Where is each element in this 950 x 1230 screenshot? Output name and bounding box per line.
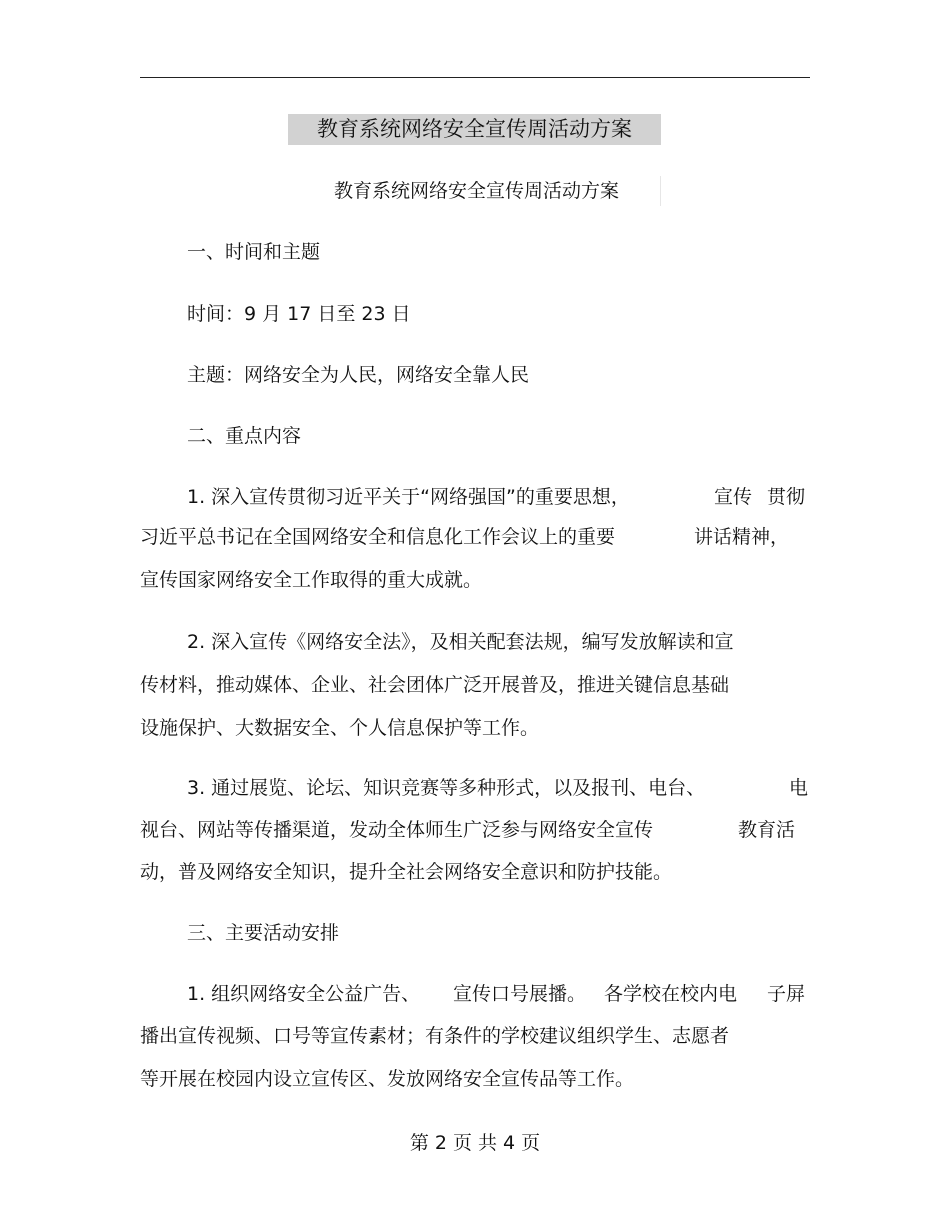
item-2-2-line-2: 传材料，推动媒体、企业、社会团体广泛开展普及，推进关键信息基础 [140,674,730,696]
item-2-3-line-1-tail: 电 [789,777,809,799]
page-number-footer: 第 2 页 共 4 页 [409,1132,541,1154]
item-2-3-line-2-tail: 教育活 [738,819,796,841]
item-2-2-line-1: 2. 深入宣传《网络安全法》，及相关配套法规，编写发放解读和宣 [187,631,734,653]
item-3-1-line-1: 1. 组织网络安全公益广告、 [187,983,421,1005]
item-3-1-line-1-part-d: 子屏 [767,983,806,1005]
item-3-1-line-1-part-b: 宣传口号展播。 [453,983,587,1005]
document-title: 教育系统网络安全宣传周活动方案 [334,176,661,206]
time-line: 时间：9 月 17 日至 23 日 [187,303,411,325]
item-2-2-line-3: 设施保护、大数据安全、个人信息保护等工作。 [140,717,540,739]
item-2-3-line-2: 视台、网站等传播渠道，发动全体师生广泛参与网络安全宣传 [140,819,654,841]
running-header-title: 教育系统网络安全宣传周活动方案 [288,114,661,145]
item-3-1-line-2: 播出宣传视频、口号等宣传素材；有条件的学校建议组织学生、志愿者 [140,1025,730,1047]
section-heading-3: 三、主要活动安排 [187,922,340,944]
item-2-1-line-1-tail-a: 宣传 [714,486,753,508]
item-2-3-line-1: 3. 通过展览、论坛、知识竞赛等多种形式，以及报刊、电台、 [187,777,706,799]
section-heading-1: 一、时间和主题 [187,241,321,263]
item-2-1-line-1-tail-b: 贯彻 [767,486,806,508]
section-heading-2: 二、重点内容 [187,425,302,447]
theme-line: 主题：网络安全为人民，网络安全靠人民 [187,364,530,386]
item-2-1-line-2-tail: 讲话精神， [694,526,790,548]
item-3-1-line-3: 等开展在校园内设立宣传区、发放网络安全宣传品等工作。 [140,1068,635,1090]
item-2-3-line-3: 动，普及网络安全知识，提升全社会网络安全意识和防护技能。 [140,861,673,883]
header-rule [140,77,810,78]
item-2-1-line-1: 1. 深入宣传贯彻习近平关于“网络强国”的重要思想， [187,486,630,508]
item-2-1-line-3: 宣传国家网络安全工作取得的重大成就。 [140,569,483,591]
item-3-1-line-1-part-c: 各学校在校内电 [604,983,738,1005]
item-2-1-line-2: 习近平总书记在全国网络安全和信息化工作会议上的重要 [140,526,616,548]
